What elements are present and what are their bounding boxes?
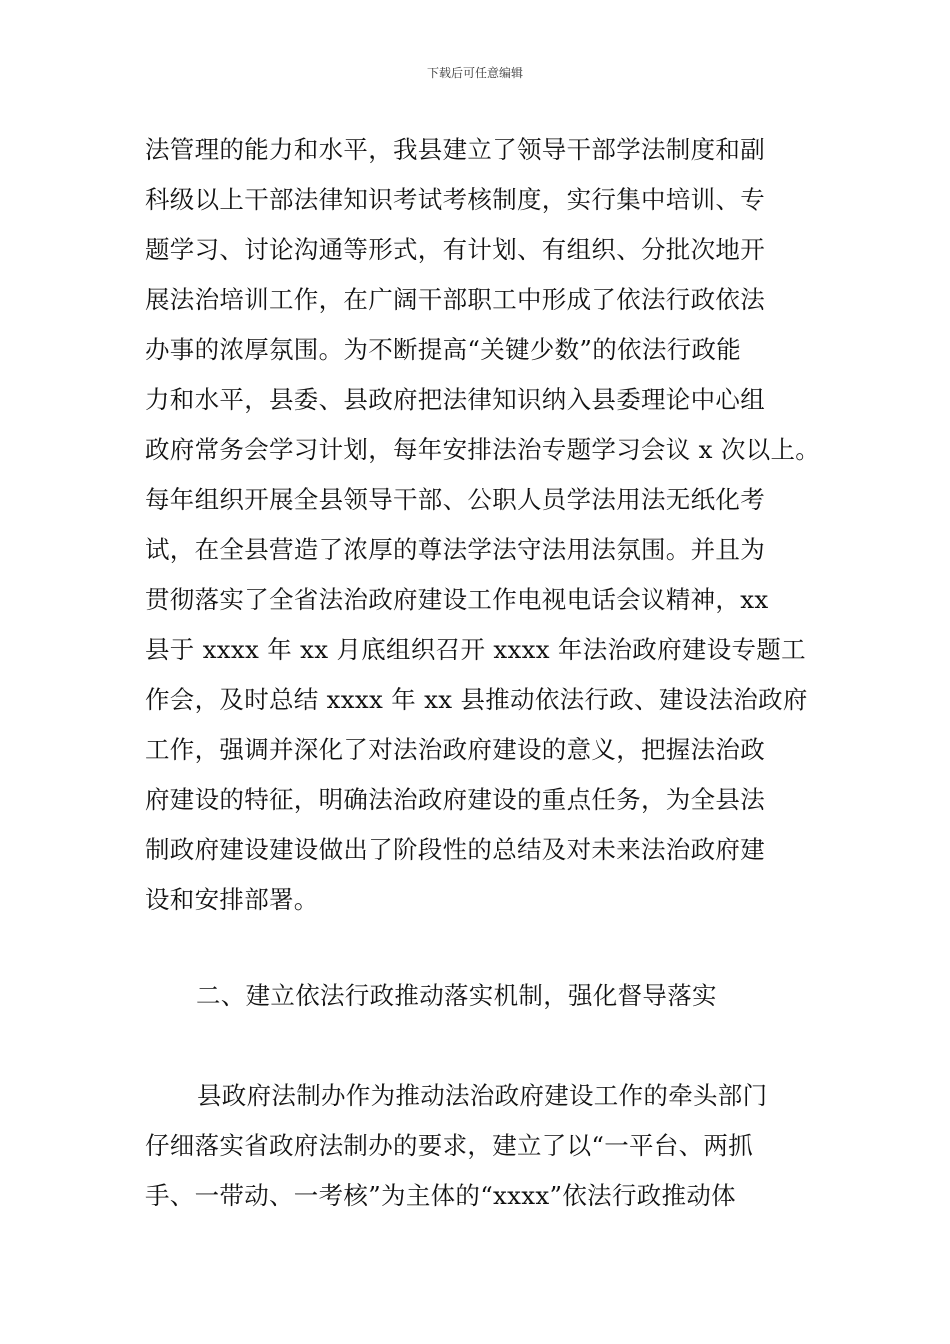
- text-line: 县于 xxxx 年 xx 月底组织召开 xxxx 年法治政府建设专题工: [145, 635, 806, 664]
- text-line: 县政府法制办作为推动法治政府建设工作的牵头部门: [197, 1081, 768, 1110]
- page-header: 下载后可任意编辑: [426, 66, 523, 80]
- text-line: 工作，强调并深化了对法治政府建设的意义，把握法治政: [145, 735, 765, 764]
- text-line: 府建设的特征，明确法治政府建设的重点任务，为全县法: [145, 785, 765, 814]
- text-line: 政府常务会学习计划，每年安排法治专题学习会议 x 次以上。: [145, 435, 821, 464]
- text-line: 作会，及时总结 xxxx 年 xx 县推动依法行政、建设法治政府: [145, 685, 808, 714]
- text-line: 贯彻落实了全省法治政府建设工作电视电话会议精神，xx: [145, 585, 769, 614]
- text-line: 试，在全县营造了浓厚的尊法学法守法用法氛围。并且为: [145, 535, 765, 564]
- text-line: 科级以上干部法律知识考试考核制度，实行集中培训、专: [145, 185, 765, 214]
- text-line: 设和安排部署。: [145, 885, 319, 914]
- text-line: 制政府建设建设做出了阶段性的总结及对未来法治政府建: [145, 835, 765, 864]
- text-line: 仔细落实省政府法制办的要求，建立了以“一平台、两抓: [145, 1131, 754, 1160]
- text-line: 每年组织开展全县领导干部、公职人员学法用法无纸化考: [145, 485, 765, 514]
- text-line: 法管理的能力和水平，我县建立了领导干部学法制度和副: [145, 135, 765, 164]
- heading-text: 二、建立依法行政推动落实机制，强化督导落实: [196, 981, 717, 1010]
- paragraph-2: [145, 1071, 825, 1221]
- text-line: 手、一带动、一考核”为主体的“xxxx”依法行政推动体: [145, 1181, 736, 1210]
- text-line: 展法治培训工作，在广阔干部职工中形成了依法行政依法: [145, 285, 765, 314]
- text-line: 办事的浓厚氛围。为不断提高“关键少数”的依法行政能: [145, 335, 742, 364]
- paragraph-1: [145, 125, 825, 925]
- text-line: 题学习、讨论沟通等形式，有计划、有组织、分批次地开: [145, 235, 765, 264]
- text-line: 力和水平，县委、县政府把法律知识纳入县委理论中心组: [145, 385, 765, 414]
- section-heading: [196, 971, 876, 1021]
